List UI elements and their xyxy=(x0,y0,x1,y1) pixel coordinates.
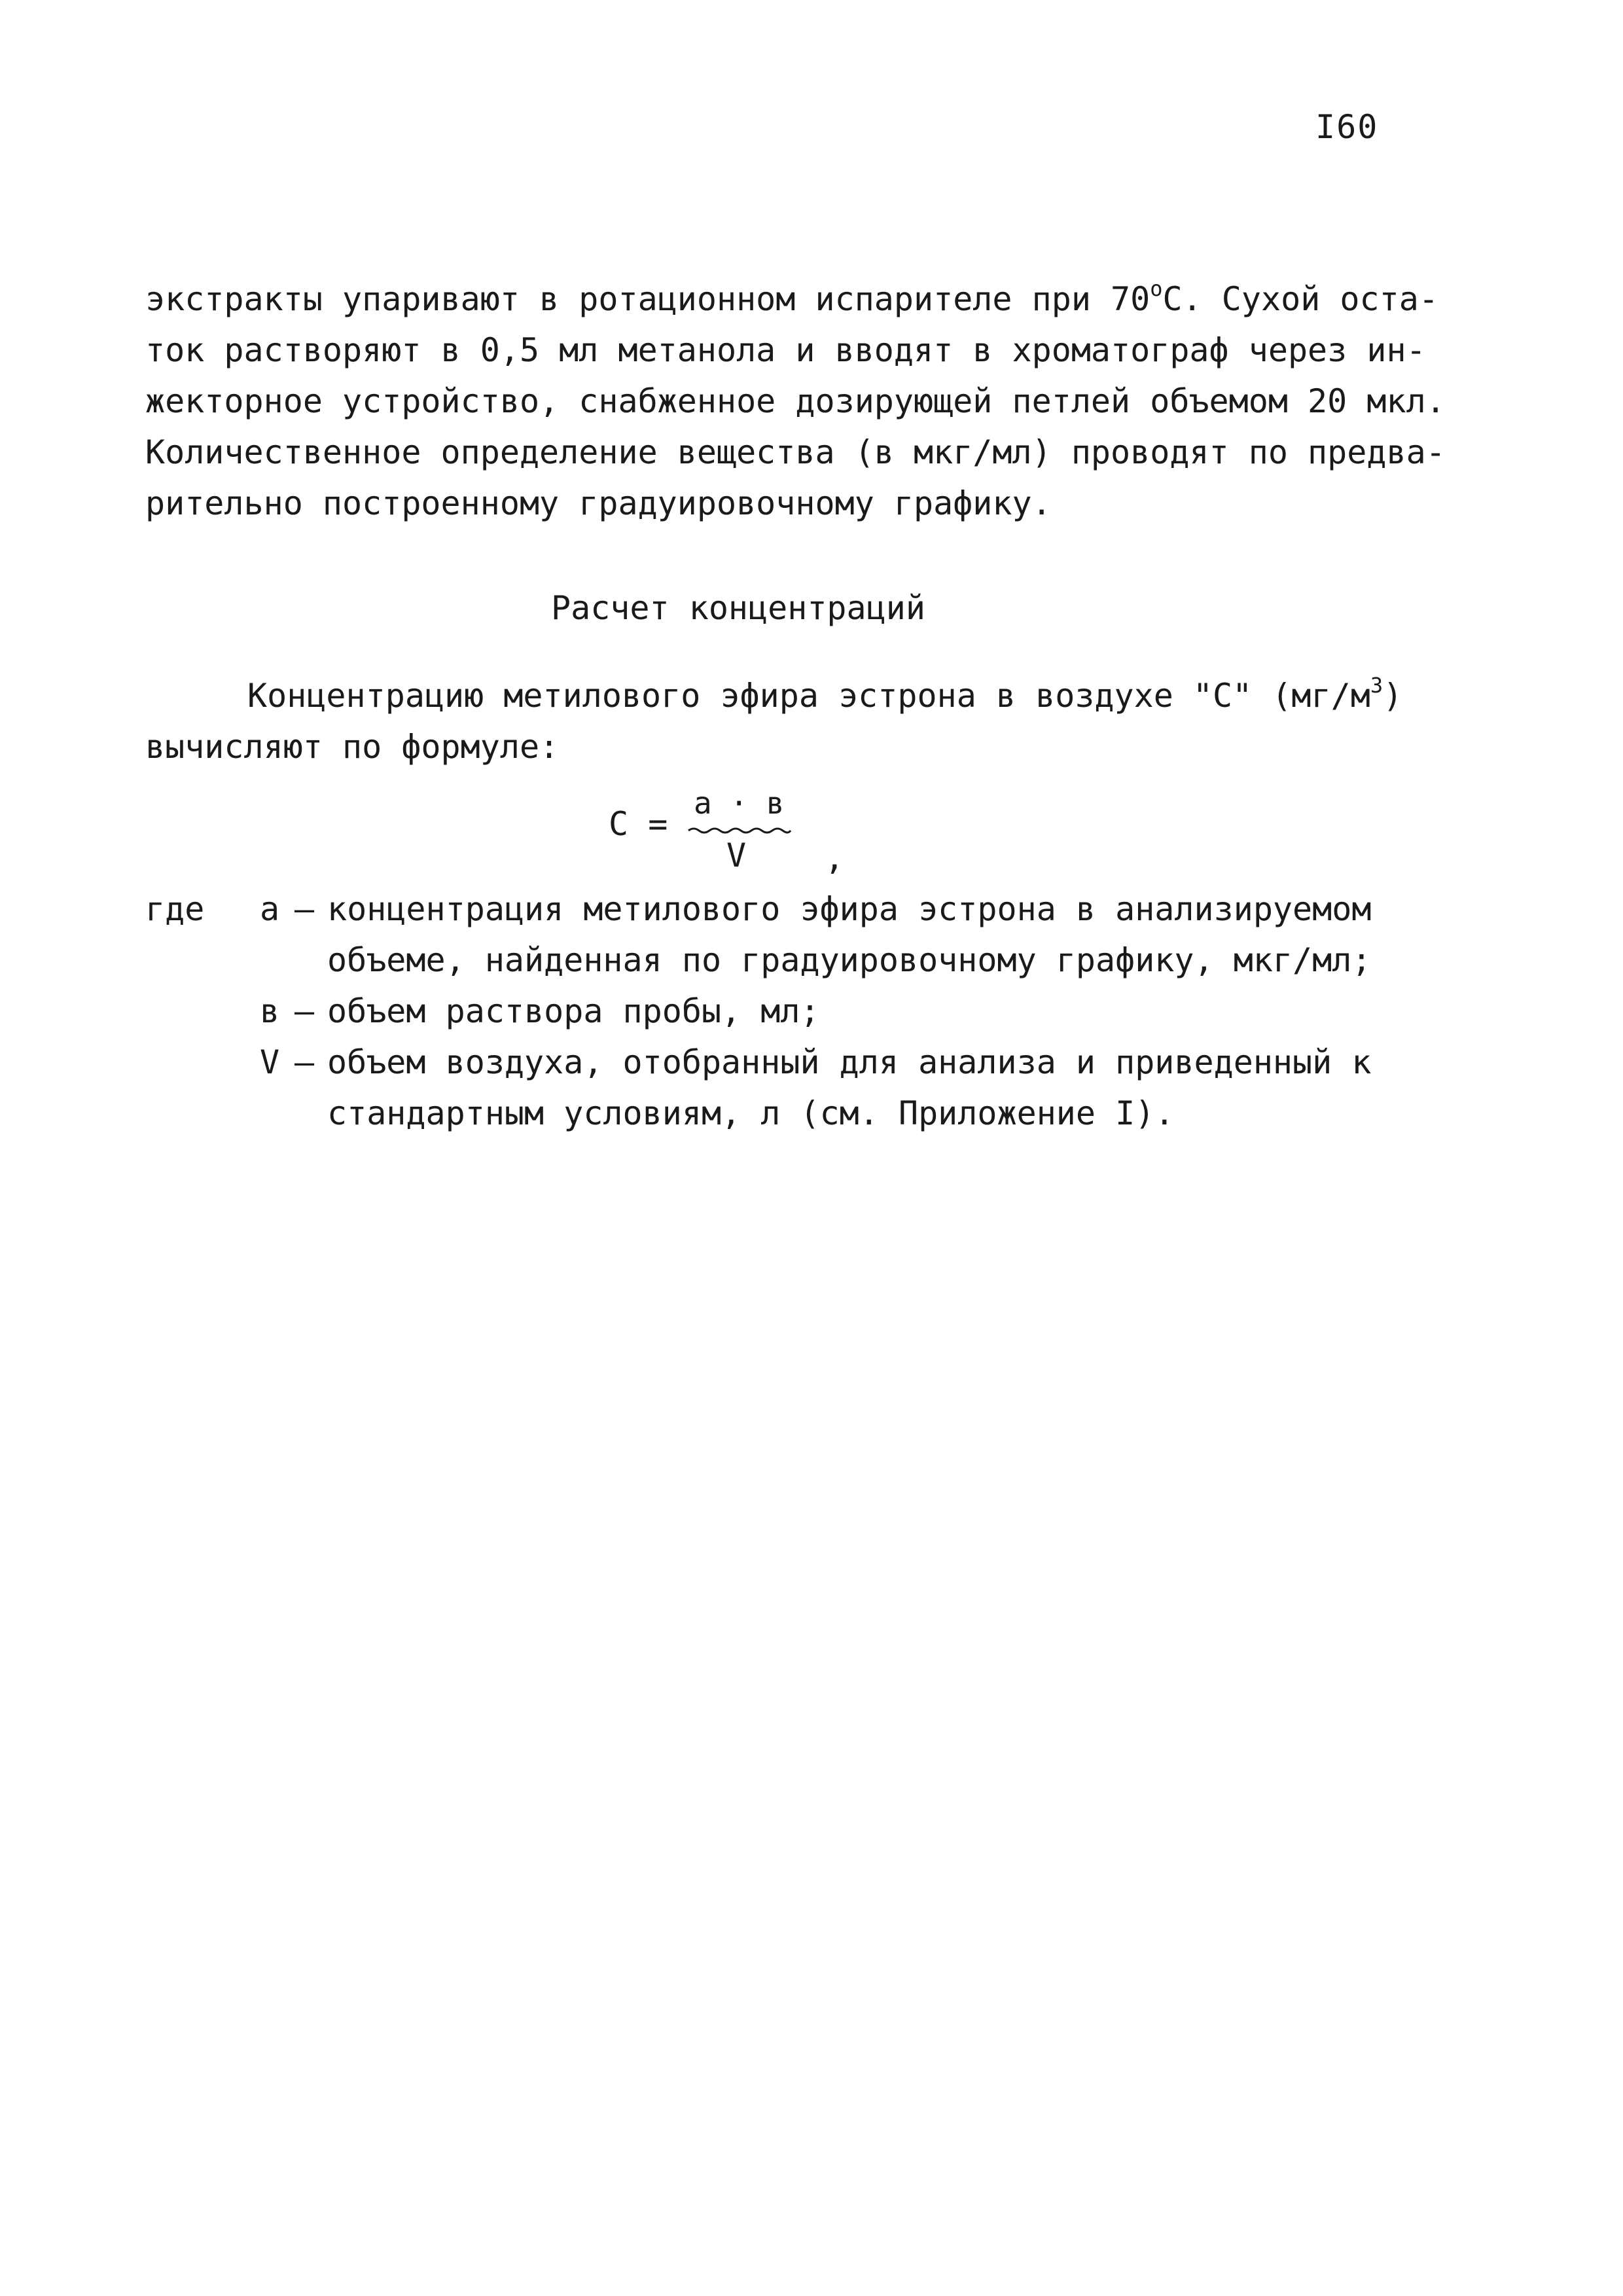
legend-row xyxy=(145,1037,1493,1088)
legend-symbol: а xyxy=(259,890,280,928)
paragraph-line: ток растворяют в 0,5 мл метанола и вводят в хроматограф через ин- xyxy=(145,331,1426,369)
legend-dash: – xyxy=(294,992,315,1030)
legend-row xyxy=(145,884,1493,935)
line-text: Концентрацию метилового эфира эстрона в воздухе "С" (мг/м xyxy=(247,677,1370,715)
legend-row-continued xyxy=(145,935,1493,986)
paragraph-line: рительно построенному градуировочному графику. xyxy=(145,484,1052,522)
legend-description: объем воздуха, отобранный для анализа и приведенный к xyxy=(327,1043,1372,1081)
legend-row-continued xyxy=(145,1088,1493,1139)
formula-lhs: С = xyxy=(609,805,668,843)
legend-description: концентрация метилового эфира эстрона в анализируемом xyxy=(327,890,1372,928)
paragraph-line: Количественное определение вещества (в мкг/мл) проводят по предва- xyxy=(145,433,1446,471)
legend-description: объеме, найденная по градуировочному графику, мкг/мл; xyxy=(327,941,1372,979)
legend-description: объем раствора пробы, мл; xyxy=(327,992,820,1030)
line-tail: С. Сухой оста- xyxy=(1162,280,1438,318)
fraction-bar xyxy=(687,826,792,835)
paragraph-line xyxy=(145,274,1493,325)
line-text: экстракты упаривают в ротационном испарителе при 70 xyxy=(145,280,1150,318)
formula-intro-paragraph xyxy=(145,670,1493,772)
variable-legend xyxy=(145,884,1493,1139)
legend-row xyxy=(145,986,1493,1037)
legend-symbol: в xyxy=(259,992,280,1030)
line-tail: ) xyxy=(1383,677,1403,715)
where-label: где xyxy=(145,890,205,928)
formula-comma: , xyxy=(825,839,845,877)
formula-denominator: V xyxy=(726,836,747,874)
paragraph-line: вычисляют по формуле: xyxy=(145,728,560,766)
legend-dash: – xyxy=(294,1043,315,1081)
page-number: I60 xyxy=(1315,108,1379,146)
legend-description: стандартным условиям, л (см. Приложение I). xyxy=(327,1094,1175,1132)
formula-numerator: а · в xyxy=(694,785,785,821)
legend-dash: – xyxy=(294,890,315,928)
intro-paragraph xyxy=(145,274,1493,529)
degree-sup: о xyxy=(1150,276,1163,301)
cubic-sup: 3 xyxy=(1370,673,1383,698)
concentration-formula xyxy=(609,785,883,890)
section-title: Расчет концентраций xyxy=(551,589,925,627)
legend-symbol: V xyxy=(259,1043,280,1081)
paragraph-line xyxy=(145,670,1493,721)
paragraph-line: жекторное устройство, снабженное дозирующей петлей объемом 20 мкл. xyxy=(145,382,1446,420)
